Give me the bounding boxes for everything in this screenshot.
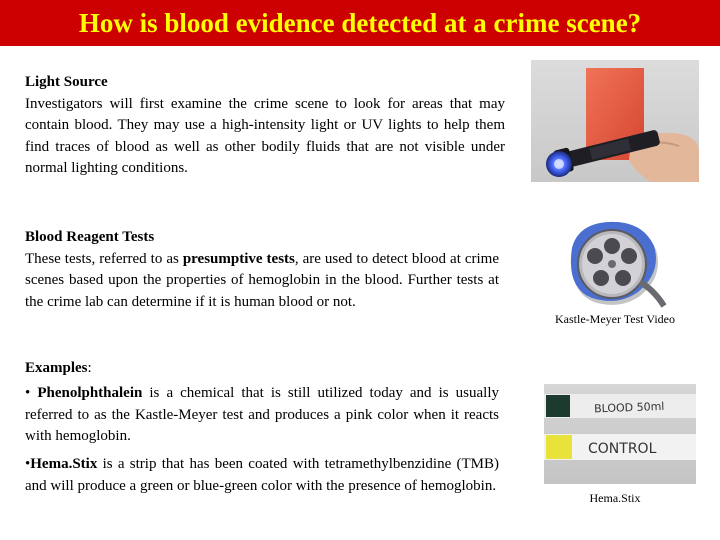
reagent-body-end: , are used to detect blood at crime scenes based upon the properties of hemoglobin in the blood. Further tests at the crime lab can determine if it is human blood or not. (25, 250, 500, 310)
reagent-body (25, 249, 499, 314)
blood-pad (546, 395, 570, 417)
flashlight-photo (531, 60, 699, 182)
hemastix-term: Hema.Stix (30, 456, 98, 472)
reagent-body-start: These tests, referred to as (25, 250, 183, 267)
blood-strip-label: BLOOD 50ml (593, 399, 665, 416)
flashlight-illustration (531, 60, 699, 182)
bullet: • (25, 456, 31, 472)
video-caption: Kastle-Meyer Test Video (555, 312, 675, 326)
light-source-body: Investigators will first examine the crime scene to look for areas that may contain blood. They may use a high-intensity light or UV lights to help them find traces of blood as well as other bodily fluids that are not visible under normal lighting conditions. (25, 95, 505, 176)
control-strip-label: CONTROL (588, 441, 657, 457)
examples-label: Examples (25, 360, 88, 376)
examples-colon: : (87, 360, 92, 376)
phenolphthalein-item (25, 383, 499, 448)
examples-section (25, 358, 499, 380)
phenolphthalein-text: is a chemical that is still utilized today and is usually referred to as the Kastle-Meyer test and produces a pink color when it reacts with hemoglobin. (25, 385, 499, 444)
reagent-heading: Blood Reagent Tests (25, 229, 155, 245)
reagent-section (25, 227, 499, 313)
page-title: How is blood evidence detected at a crime scene? (78, 7, 642, 38)
phenolphthalein-term: Phenolphthalein (37, 385, 143, 401)
hemastix-item (25, 454, 499, 497)
presumptive-tests-term: presumptive tests (182, 250, 295, 267)
hemastix-text: is a strip that has been coated with tetramethylbenzidine (TMB) and will produce a green or blue-green color with the presence of hemoglobin. (25, 456, 499, 494)
light-source-heading: Light Source (25, 74, 108, 90)
hemastix-caption: Hema.Stix (589, 491, 641, 505)
hemastix-strips (544, 384, 696, 484)
title-bar (0, 0, 720, 46)
bullet: • (25, 385, 38, 401)
film-reel-icon[interactable] (560, 220, 668, 310)
hemastix-photo (544, 384, 696, 484)
light-source-section (25, 72, 505, 180)
control-pad (546, 435, 572, 459)
